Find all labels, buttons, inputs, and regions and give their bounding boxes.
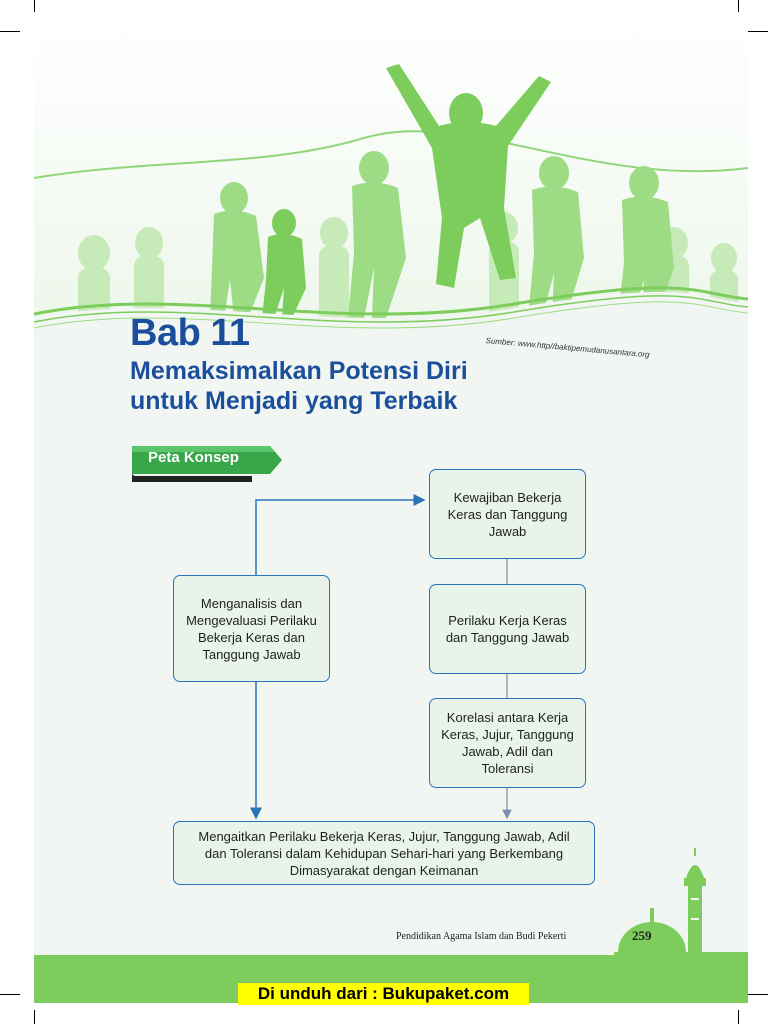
concept-box-korelasi: Korelasi antara Kerja Keras, Jujur, Tanggung Jawab, Adil dan Toleransi xyxy=(429,698,586,788)
runners-illustration xyxy=(34,18,748,358)
footer-book-title: Pendidikan Agama Islam dan Budi Pekerti xyxy=(396,931,567,942)
crop-mark xyxy=(0,994,20,995)
book-page xyxy=(34,18,748,1003)
chapter-title-line1: Memaksimalkan Potensi Diri xyxy=(130,357,468,385)
crop-mark xyxy=(34,0,35,12)
image-source-caption: Sumber: www.http//baktipemudanusantara.org xyxy=(485,336,650,360)
footer-page-number: 259 xyxy=(632,928,652,943)
concept-box-perilaku: Perilaku Kerja Keras dan Tanggung Jawab xyxy=(429,584,586,674)
chapter-title-line2: untuk Menjadi yang Terbaik xyxy=(130,387,458,415)
crop-mark xyxy=(738,1010,739,1024)
concept-box-menganalisis: Menganalisis dan Mengevaluasi Perilaku Bekerja Keras dan Tanggung Jawab xyxy=(173,575,330,682)
concept-box-mengaitkan: Mengaitkan Perilaku Bekerja Keras, Jujur, Tanggung Jawab, Adil dan Toleransi dalam Kehidupan Sehari-hari yang Berkembang Dimasyarakat dengan Keimanan xyxy=(173,821,595,885)
mosque-icon xyxy=(614,848,748,968)
crop-mark xyxy=(738,0,739,12)
chapter-number: Bab 11 xyxy=(130,312,250,354)
concept-box-kewajiban: Kewajiban Bekerja Keras dan Tanggung Jawab xyxy=(429,469,586,559)
crop-mark xyxy=(748,994,768,995)
section-label: Peta Konsep xyxy=(148,449,239,466)
crop-mark xyxy=(0,31,20,32)
crop-mark xyxy=(34,1010,35,1024)
chapter-title xyxy=(130,356,468,416)
download-banner: Di unduh dari : Bukupaket.com xyxy=(238,983,529,1005)
crop-mark xyxy=(748,31,768,32)
